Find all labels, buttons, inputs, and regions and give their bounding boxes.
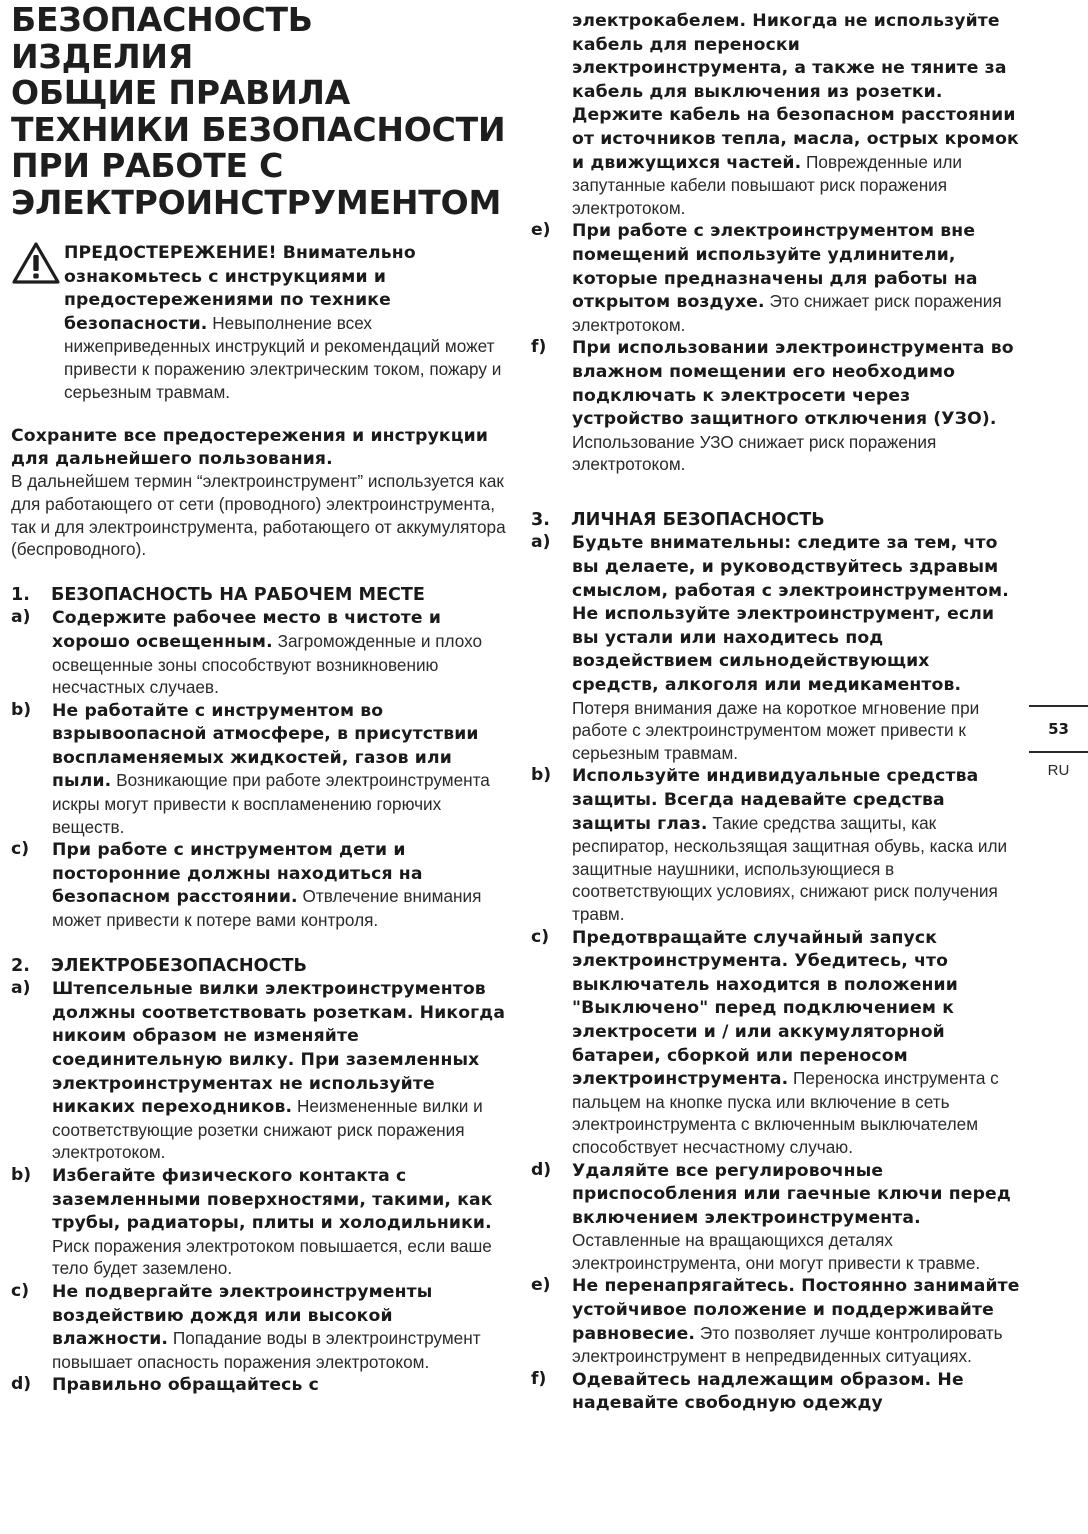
section-heading-2 [11, 955, 511, 978]
list-item [11, 1373, 511, 1397]
warning-normal: Невыполнение всех нижеприведенных инструкций и рекомендаций может привести к поражению электрическим током, пожару и серьезным травмам. [64, 312, 502, 402]
item-text: Это позволяет лучше контролировать электроинструмент в непредвиденных ситуациях. [572, 1322, 1003, 1367]
title-line: ИЗДЕЛИЯ [11, 36, 194, 76]
save-bold: Сохраните все предостережения и инструкции для дальнейшего пользования. [11, 426, 489, 469]
warning-block [11, 241, 511, 403]
item-bold: Не работайте с инструментом во взрывоопасной атмосфере, в присутствии воспламеняемых жидкостей, газов или пыли. [52, 700, 479, 792]
item-bold: Одевайтесь надлежащим образом. Не надевайте свободную одежду [572, 1369, 964, 1414]
section-number: 3. [531, 509, 550, 530]
item-bold: Удаляйте все регулировочные приспособления или гаечные ключи перед включением электроинструмента. [572, 1160, 1011, 1228]
item-bold: Не подвергайте электроинструменты воздействию дождя или высокой влажности. [52, 1281, 433, 1350]
list-item [11, 1280, 511, 1373]
list-item [11, 1164, 511, 1280]
warning-bold: ПРЕДОСТЕРЕЖЕНИЕ! Внимательно ознакомьтесь с инструкциями и предостережениями по технике безопасности. [64, 243, 416, 334]
list-item [11, 838, 511, 931]
item-label: f) [531, 337, 547, 358]
item-text: Это снижает риск поражения электротоком. [572, 291, 1002, 335]
item-text: Попадание воды в электроинструмент повышает опасность поражения электротоком. [52, 1328, 481, 1372]
item-label: a) [11, 607, 31, 628]
item-label: b) [11, 1164, 32, 1185]
item-label: b) [531, 765, 552, 786]
section-title: ЛИЧНАЯ БЕЗОПАСНОСТЬ [571, 509, 825, 530]
title-line: БЕЗОПАСНОСТЬ [11, 0, 313, 39]
item-bold: Содержите рабочее место в чистоте и хорошо освещенным. [52, 608, 442, 652]
item-bold: Штепсельные вилки электроинструментов должны соответствовать розеткам. Никогда никоим образом не изменяйте соединительную вилку. При заземленных электроинструментах не используйте никаких переходников. [52, 979, 506, 1118]
list-item [531, 1159, 1021, 1275]
item-label: a) [11, 978, 31, 999]
item-label: a) [531, 532, 551, 553]
item-label: c) [531, 926, 550, 947]
item-bold: При использовании электроинструмента во влажном помещении его необходимо подключать к электросети через устройство защитного отключения (УЗО). [572, 338, 1014, 430]
section-title: БЕЗОПАСНОСТЬ НА РАБОЧЕМ МЕСТЕ [51, 584, 425, 605]
item-bold: Используйте индивидуальные средства защиты. Всегда надевайте средства защиты глаз. [572, 766, 979, 834]
item-text: Использование УЗО снижает риск поражения электротоком. [572, 431, 937, 475]
item-text: Риск поражения электротоком повышается, если ваше тело будет заземлено. [52, 1235, 492, 1279]
item-bold: Не перенапрягайтесь. Постоянно занимайте устойчивое положение и поддерживайте равновесие. [572, 1276, 1020, 1344]
list-item [531, 336, 1021, 476]
item-bold: При работе с электроинструментом вне помещений используйте удлинители, которые предназначены для работы на открытом воздухе. [572, 221, 978, 313]
list-item [531, 764, 1021, 925]
warning-text [11, 241, 511, 403]
item-label: e) [531, 220, 551, 241]
item-text: Поврежденные или запутанные кабели повышают риск поражения электротоком. [572, 151, 962, 218]
title-line: ЭЛЕКТРОИНСТРУМЕНТОМ [11, 182, 502, 222]
title-line: ТЕХНИКИ БЕЗОПАСНОСТИ [11, 109, 506, 149]
list-item [11, 606, 511, 698]
page-title [11, 2, 511, 221]
section-number: 2. [11, 955, 30, 976]
section-heading-1 [11, 584, 511, 607]
item-bold: электрокабелем. Никогда не используйте кабель для переноски электроинструмента, а также не тяните за кабель для выключения из розетки. Держите кабель на безопасном расстоянии от источников тепла, масла, острых кромок и движущихся частей. [572, 11, 1019, 173]
section-title: ЭЛЕКТРОБЕЗОПАСНОСТЬ [51, 955, 307, 976]
save-normal: В дальнейшем термин “электроинструмент” используется как для работающего от сети (проводного) электроинструмента, так и для электроинструмента, работающего от аккумулятора (беспроводного). [11, 471, 506, 560]
title-line: ПРИ РАБОТЕ С [11, 146, 284, 185]
title-line: ОБЩИЕ ПРАВИЛА [11, 73, 351, 112]
item-label: d) [531, 1159, 552, 1180]
list-item [11, 699, 511, 839]
item-label: d) [11, 1374, 32, 1395]
language-code: RU [1047, 762, 1070, 779]
warning-triangle-icon [11, 241, 61, 285]
list-item-continuation [531, 9, 1021, 219]
item-bold: При работе с инструментом дети и посторонние должны находиться на безопасном расстоянии. [52, 840, 423, 908]
item-text: Оставленные на вращающихся деталях электроинструмента, они могут привести к травме. [572, 1230, 981, 1273]
section-heading-3 [531, 509, 1021, 532]
item-label: c) [11, 839, 30, 860]
right-column [531, 0, 1021, 1415]
item-bold: Будьте внимательны: следите за тем, что вы делаете, и руководствуйтесь здравым смыслом, работая с электроинструментом. Не используйте электроинструмент, если вы устали или находитесь под воздействием сильнодействующих средств, алкоголя или медикаментов. [572, 533, 1009, 696]
item-text: Возникающие при работе электроинструмента искры могут привести к воспламенению горючих веществ. [52, 770, 490, 837]
list-item [531, 1368, 1021, 1415]
page-number: 53 [1029, 705, 1088, 753]
item-label: e) [531, 1275, 551, 1296]
list-item [11, 977, 511, 1164]
item-text: Потеря внимания даже на короткое мгновение при работе с электроинструментом может привести к серьезным травмам. [572, 697, 980, 763]
list-item [531, 531, 1021, 764]
item-label: c) [11, 1280, 30, 1301]
save-instructions [11, 425, 511, 561]
item-bold: Избегайте физического контакта с заземленными поверхностями, такими, как трубы, радиаторы, плиты и холодильники. [52, 1165, 493, 1234]
item-label: f) [531, 1368, 547, 1389]
list-item [531, 219, 1021, 336]
item-bold: Предотвращайте случайный запуск электроинструмента. Убедитесь, что выключатель находится в положении "Выключено" перед подключением к электросети и / или аккумуляторной батареи, сборкой или переносом электроинструмента. [572, 927, 958, 1090]
item-text: Отвлечение внимания может привести к потере вами контроля. [52, 886, 482, 931]
section-number: 1. [11, 584, 30, 605]
item-text: Загроможденные и плохо освещенные зоны способствуют возникновению несчастных случаев. [52, 630, 483, 698]
item-label: b) [11, 699, 32, 720]
item-text: Неизмененные вилки и соответствующие розетки снижают риск поражения электротоком. [52, 1096, 483, 1163]
item-text: Такие средства защиты, как респиратор, нескользящая защитная обувь, каска или защитные наушники, использующиеся в соответствующих условиях, снижают риск получения травм. [572, 812, 1008, 924]
item-text: Переноска инструмента с пальцем на кнопке пуска или включение в сеть электроинструмента с включенным выключателем способствует несчастному случаю. [572, 1068, 999, 1157]
list-item [531, 926, 1021, 1159]
list-item [531, 1274, 1021, 1367]
left-column [11, 0, 511, 1397]
item-bold: Правильно обращайтесь с [52, 1375, 319, 1396]
